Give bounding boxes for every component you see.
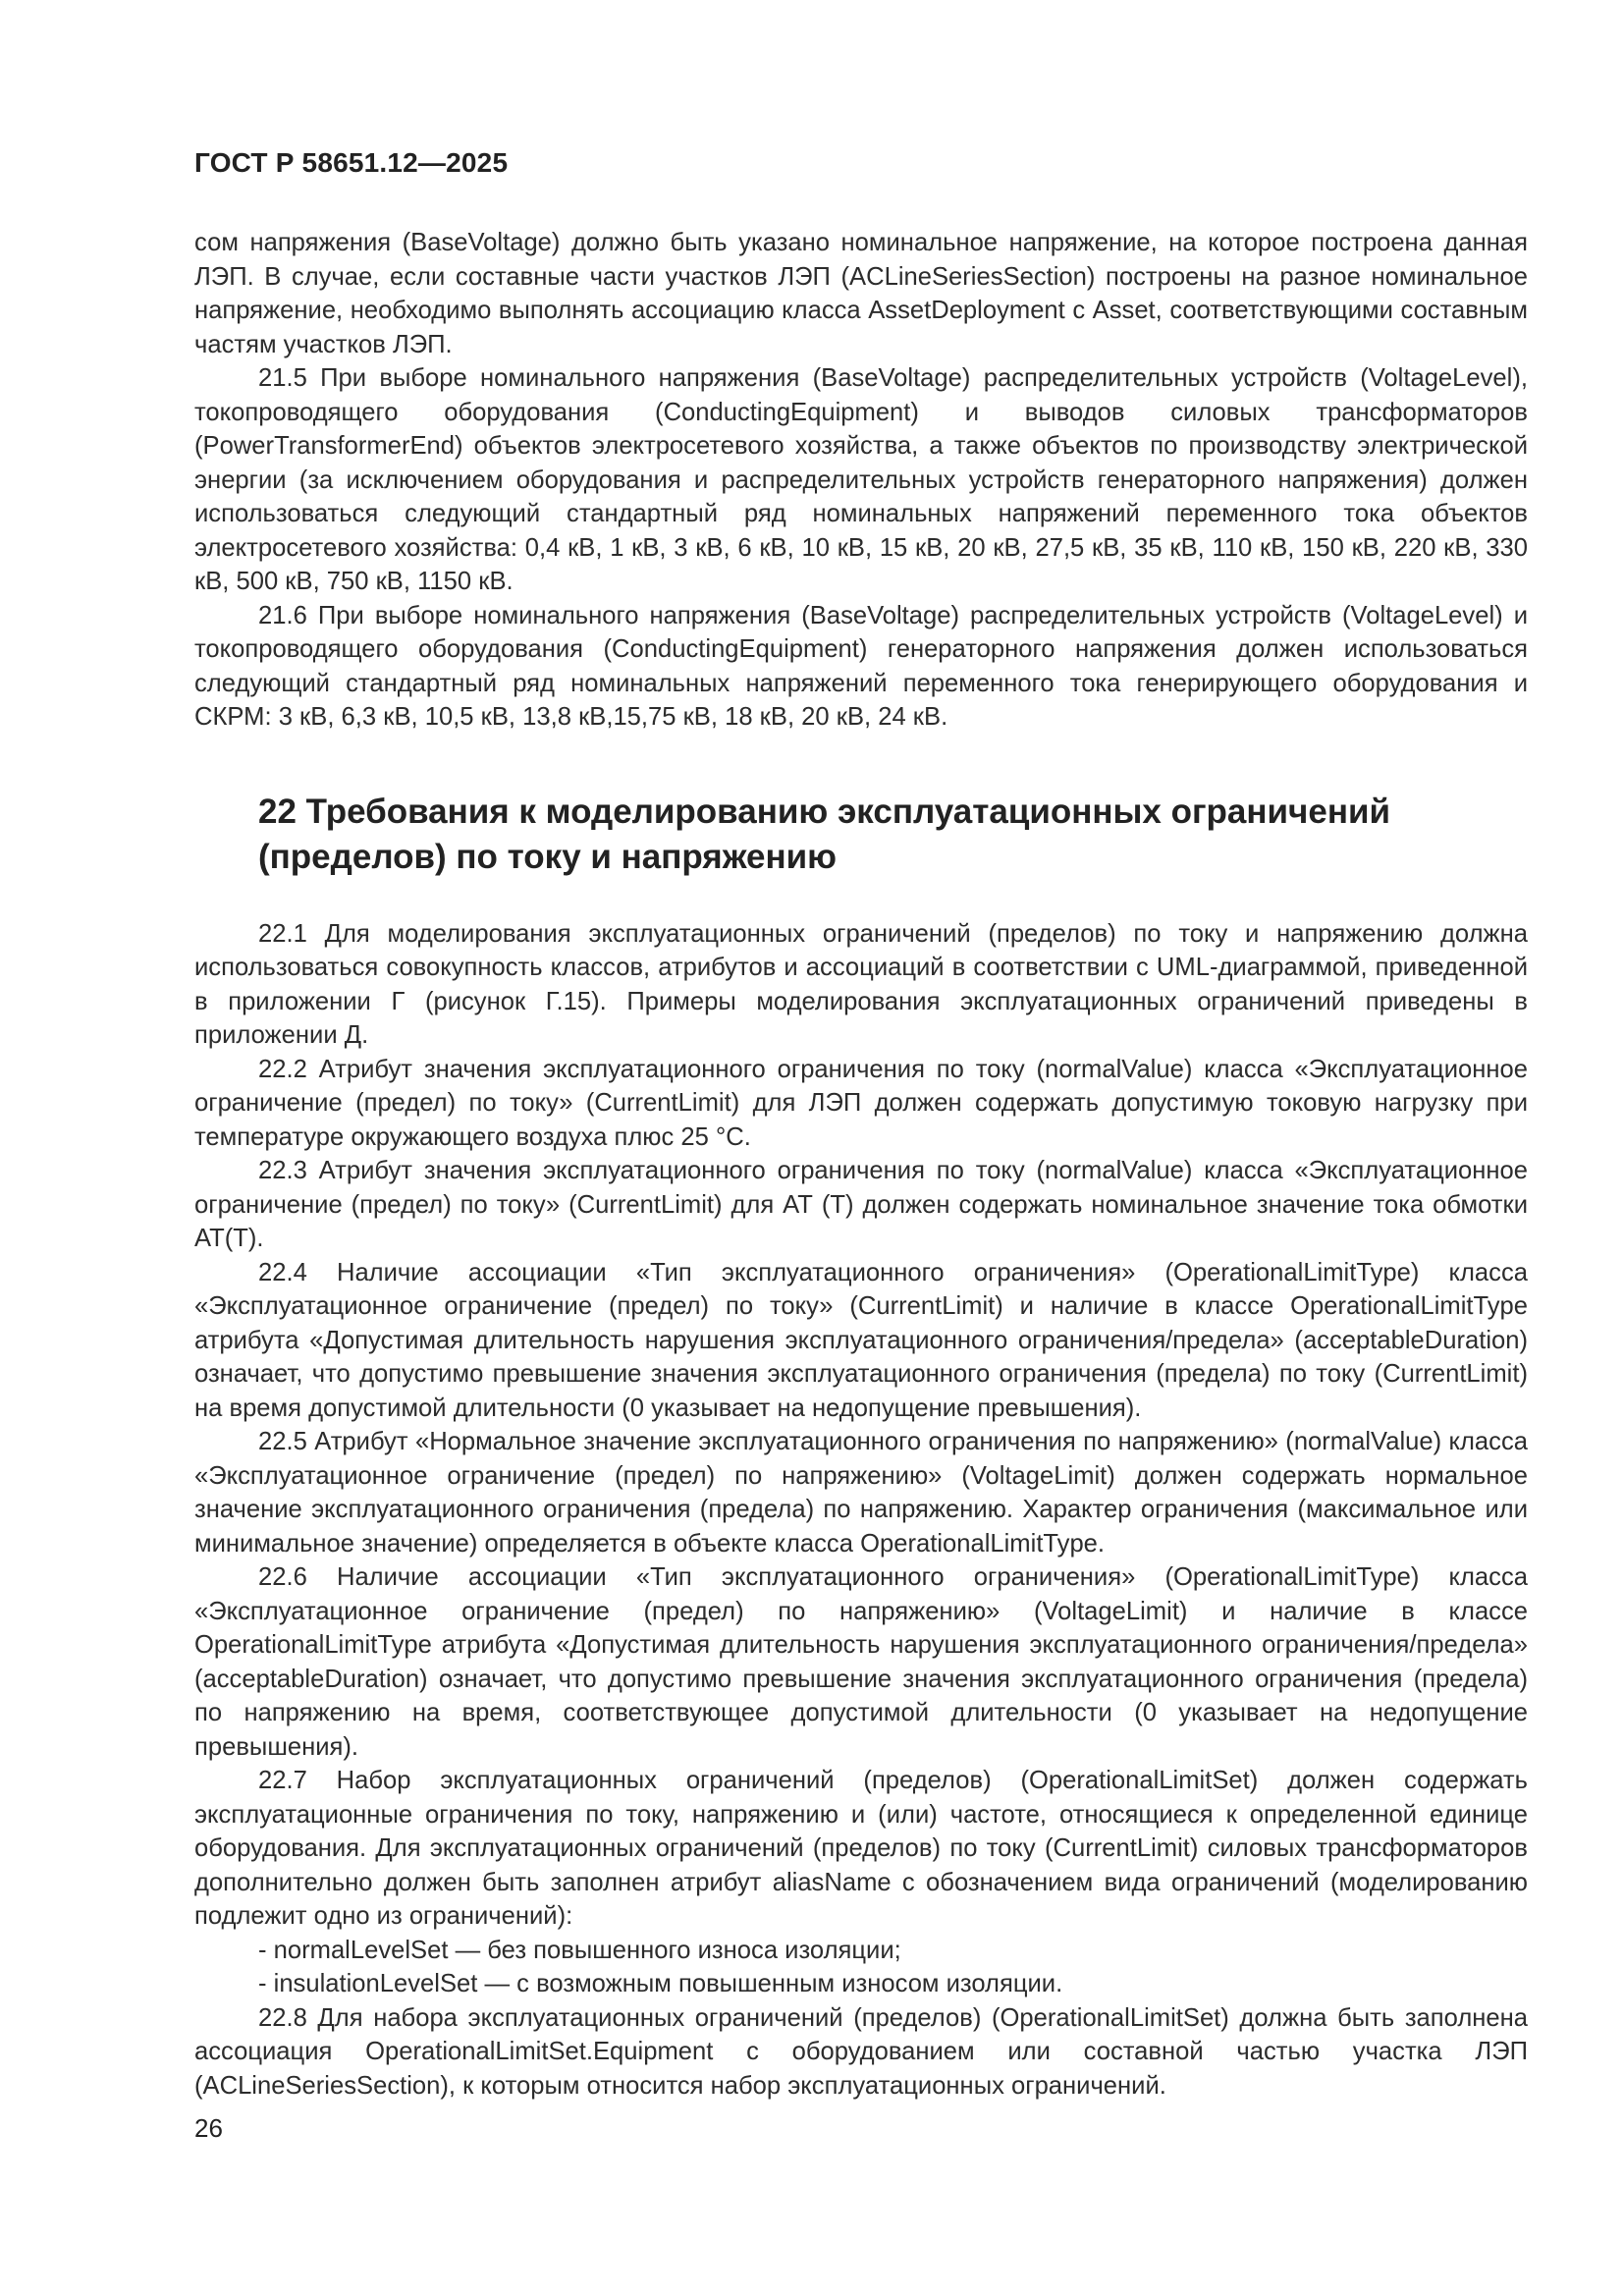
- paragraph-21-5: 21.5 При выборе номинального напряжения (BaseVoltage) распределительных устройств (VoltageLevel), токопроводящего оборудования (ConductingEquipment) и выводов силовых трансформаторов (PowerTransformerEnd) объектов электросетевого хозяйства, а также объектов по производству электрической энергии (за исключением оборудования и распределительных устройств генераторного напряжения) должен использоваться следующий стандартный ряд номинальных напряжений переменного тока объектов электросетевого хозяйства: 0,4 кВ, 1 кВ, 3 кВ, 6 кВ, 10 кВ, 15 кВ, 20 кВ, 27,5 кВ, 35 кВ, 110 кВ, 150 кВ, 220 кВ, 330 кВ, 500 кВ, 750 кВ, 1150 кВ.: [194, 364, 1528, 595]
- document-code-header: ГОСТ Р 58651.12—2025: [194, 147, 509, 178]
- section-title-line-2: (пределов) по току и напряжению: [258, 837, 838, 876]
- list-item: - insulationLevelSet — с возможным повышенным износом изоляции.: [258, 1970, 1063, 1997]
- paragraph-22-7: 22.7 Набор эксплуатационных ограничений (пределов) (OperationalLimitSet) должен содержать эксплуатационные ограничения по току, напряжению и (или) частоте, относящиеся к определенной единице оборудования. Для эксплуатационных ограничений (пределов) по току (CurrentLimit) силовых трансформаторов дополнительно должен быть заполнен атрибут aliasName с обозначением вида ограничений (моделированию подлежит одно из ограничений):: [194, 1767, 1528, 1930]
- paragraph-22-2: 22.2 Атрибут значения эксплуатационного ограничения по току (normalValue) класса «Эксплуатационное ограничение (предел) по току» (CurrentLimit) для ЛЭП должен содержать допустимую токовую нагрузку при температуре окружающего воздуха плюс 25 °С.: [194, 1055, 1528, 1151]
- list-item: - normalLevelSet — без повышенного износа изоляции;: [258, 1936, 901, 1964]
- paragraph-21-6: 21.6 При выборе номинального напряжения (BaseVoltage) распределительных устройств (VoltageLevel) и токопроводящего оборудования (ConductingEquipment) генераторного напряжения должен использоваться следующий стандартный ряд номинальных напряжений переменного тока генерирующего оборудования и СКРМ: 3 кВ, 6,3 кВ, 10,5 кВ, 13,8 кВ,15,75 кВ, 18 кВ, 20 кВ, 24 кВ.: [194, 601, 1528, 731]
- document-body: [194, 226, 1528, 2103]
- page-number: 26: [194, 2113, 223, 2143]
- paragraph-22-5: 22.5 Атрибут «Нормальное значение эксплуатационного ограничения по напряжению» (normalValue) класса «Эксплуатационное ограничение (предел) по напряжению» (VoltageLimit) должен содержать нормальное значение эксплуатационного ограничения (предела) по напряжению. Характер ограничения (максимальное или минимальное значение) определяется в объекте класса OperationalLimitType.: [194, 1428, 1528, 1558]
- paragraph-22-8: 22.8 Для набора эксплуатационных ограничений (пределов) (OperationalLimitSet) должна быть заполнена ассоциация OperationalLimitSet.Equipment с оборудованием или составной частью участка ЛЭП (ACLineSeriesSection), к которым относится набор эксплуатационных ограничений.: [194, 2003, 1528, 2100]
- paragraph-22-6: 22.6 Наличие ассоциации «Тип эксплуатационного ограничения» (OperationalLimitType) класса «Эксплуатационное ограничение (предел) по напряжению» (VoltageLimit) и наличие в классе OperationalLimitType атрибута «Допустимая длительность нарушения эксплуатационного ограничения/предела» (acceptableDuration) означает, что допустимо превышение значения эксплуатационного ограничения (предела) по напряжению на время, соответствующее допустимой длительности (0 указывает на недопущение превышения).: [194, 1563, 1528, 1761]
- paragraph-22-4: 22.4 Наличие ассоциации «Тип эксплуатационного ограничения» (OperationalLimitType) класса «Эксплуатационное ограничение (предел) по току» (CurrentLimit) и наличие в классе OperationalLimitType атрибута «Допустимая длительность нарушения эксплуатационного ограничения/предела» (acceptableDuration) означает, что допустимо превышение значения эксплуатационного ограничения (предела) по току (CurrentLimit) на время допустимой длительности (0 указывает на недопущение превышения).: [194, 1258, 1528, 1422]
- limit-set-list: [194, 1934, 1528, 2001]
- section-22-title: [258, 790, 1528, 880]
- paragraph-22-1: 22.1 Для моделирования эксплуатационных ограничений (пределов) по току и напряжению должна использоваться совокупность классов, атрибутов и ассоциаций в соответствии с UML-диаграммой, приведенной в приложении Г (рисунок Г.15). Примеры моделирования эксплуатационных ограничений приведены в приложении Д.: [194, 919, 1528, 1049]
- paragraph-continuation: сом напряжения (BaseVoltage) должно быть указано номинальное напряжение, на которое построена данная ЛЭП. В случае, если составные части участков ЛЭП (ACLineSeriesSection) построены на разное номинальное напряжение, необходимо выполнять ассоциацию класса AssetDeployment с Asset, соответствующими составным частям участков ЛЭП.: [194, 229, 1528, 358]
- section-title-line-1: 22 Требования к моделированию эксплуатационных ограничений: [258, 792, 1391, 831]
- paragraph-22-3: 22.3 Атрибут значения эксплуатационного ограничения по току (normalValue) класса «Эксплуатационное ограничение (предел) по току» (CurrentLimit) для АТ (Т) должен содержать номинальное значение тока обмотки АТ(Т).: [194, 1157, 1528, 1252]
